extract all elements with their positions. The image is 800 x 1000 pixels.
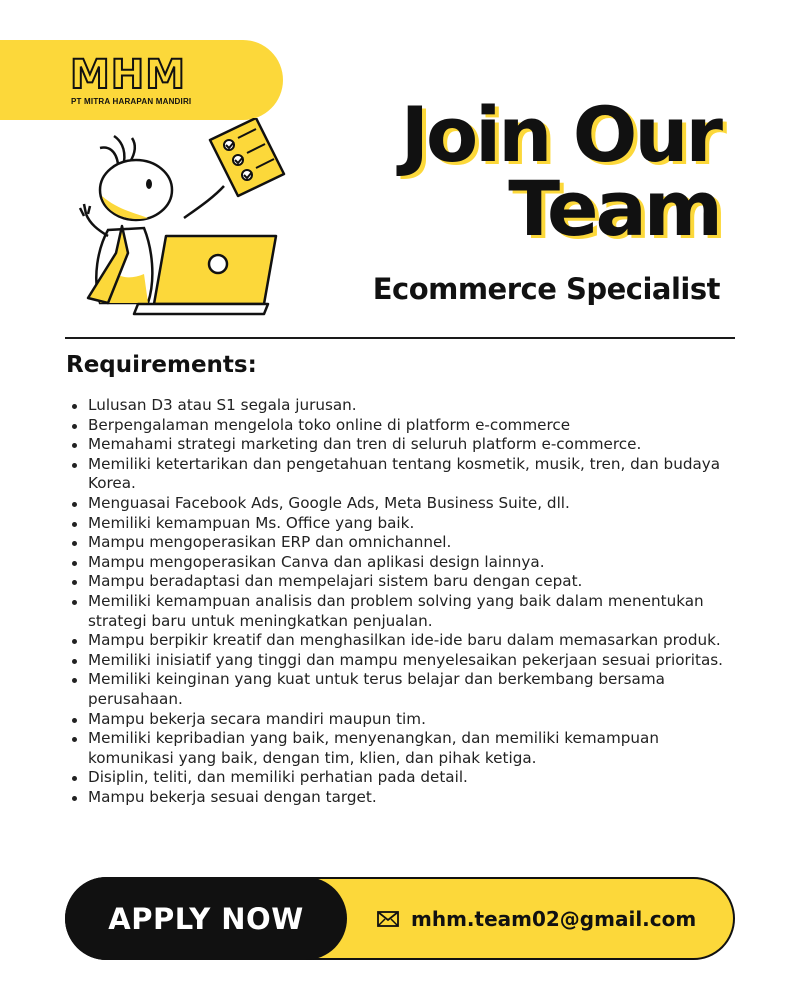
requirement-item: [66, 788, 746, 808]
requirement-item: [66, 494, 746, 514]
requirement-item: [66, 455, 746, 494]
requirement-text: Memahami strategi marketing dan tren di seluruh platform e-commerce.: [88, 435, 642, 454]
requirement-item: [66, 416, 746, 436]
requirement-text: Mampu mengoperasikan ERP dan omnichannel.: [88, 533, 452, 552]
bullet-dot-icon: [72, 424, 77, 429]
bullet-dot-icon: [72, 776, 77, 781]
requirement-text: Memiliki kemampuan analisis dan problem solving yang baik dalam menentukan strategi baru untuk meningkatkan penjualan.: [88, 591, 704, 630]
apply-now-button[interactable]: APPLY NOW: [65, 877, 347, 960]
requirement-text: Menguasai Facebook Ads, Google Ads, Meta Business Suite, dll.: [88, 493, 570, 512]
bullet-dot-icon: [72, 522, 77, 527]
page-headline: [400, 90, 720, 253]
bullet-dot-icon: [72, 600, 77, 605]
requirement-text: Memiliki keinginan yang kuat untuk terus belajar dan berkembang bersama perusahaan.: [88, 670, 665, 708]
section-divider: [65, 337, 735, 339]
bullet-dot-icon: [72, 639, 77, 644]
apply-bar: [65, 877, 735, 960]
company-logo: MHM: [70, 52, 187, 98]
bullet-dot-icon: [72, 463, 77, 468]
requirement-item: [66, 768, 746, 788]
company-name: PT MITRA HARAPAN MANDIRI: [71, 97, 192, 106]
requirement-item: [66, 592, 746, 631]
requirement-text: Berpengalaman mengelola toko online di platform e-commerce: [88, 415, 571, 434]
requirement-item: [66, 533, 746, 553]
bullet-dot-icon: [72, 659, 77, 664]
bullet-dot-icon: [72, 580, 77, 585]
requirement-text: Memiliki ketertarikan dan pengetahuan tentang kosmetik, musik, tren, dan budaya Korea.: [88, 454, 721, 493]
requirement-item: [66, 729, 746, 768]
contact-email[interactable]: [377, 879, 696, 958]
bullet-dot-icon: [72, 737, 77, 742]
bullet-dot-icon: [72, 404, 77, 409]
bullet-dot-icon: [72, 796, 77, 801]
requirement-text: Disiplin, teliti, dan memiliki perhatian pada detail.: [88, 768, 468, 787]
requirement-text: Memiliki kepribadian yang baik, menyenangkan, dan memiliki kemampuan komunikasi yang baik, dengan tim, klien, dan pihak ketiga.: [88, 729, 659, 767]
worker-laptop-illustration: [78, 118, 290, 318]
requirement-text: Mampu bekerja secara mandiri maupun tim.: [88, 709, 426, 728]
requirements-heading: Requirements:: [66, 352, 257, 378]
requirement-item: [66, 631, 746, 651]
checklist-document-icon: [210, 118, 284, 196]
bullet-dot-icon: [72, 718, 77, 723]
requirement-item: [66, 651, 746, 671]
requirement-item: [66, 435, 746, 455]
requirement-text: Mampu mengoperasikan Canva dan aplikasi design lainnya.: [88, 552, 545, 571]
requirement-item: [66, 553, 746, 573]
bullet-dot-icon: [72, 541, 77, 546]
requirements-list: [66, 396, 746, 807]
bullet-dot-icon: [72, 502, 77, 507]
requirement-text: Mampu berpikir kreatif dan menghasilkan ide-ide baru dalam memasarkan produk.: [88, 631, 721, 650]
requirement-item: [66, 514, 746, 534]
bullet-dot-icon: [72, 561, 77, 566]
requirement-text: Memiliki kemampuan Ms. Office yang baik.: [88, 513, 415, 532]
requirement-item: [66, 572, 746, 592]
requirement-text: Mampu beradaptasi dan mempelajari sistem baru dengan cepat.: [88, 572, 583, 591]
mail-icon: [377, 911, 399, 927]
bullet-dot-icon: [72, 678, 77, 683]
contact-email-text[interactable]: mhm.team02@gmail.com: [411, 906, 697, 931]
requirement-item: [66, 710, 746, 730]
requirement-text: Lulusan D3 atau S1 segala jurusan.: [88, 396, 357, 414]
headline-line-2: Team: [508, 164, 720, 253]
requirement-text: Memiliki inisiatif yang tinggi dan mampu menyelesaikan pekerjaan sesuai prioritas.: [88, 650, 724, 669]
job-role-title: Ecommerce Specialist: [372, 272, 720, 306]
requirement-item: [66, 396, 746, 416]
headline-line-1: Join Our: [400, 90, 720, 179]
laptop-icon: [134, 236, 276, 314]
bullet-dot-icon: [72, 443, 77, 448]
requirement-item: [66, 670, 746, 709]
requirement-text: Mampu bekerja sesuai dengan target.: [88, 787, 377, 806]
